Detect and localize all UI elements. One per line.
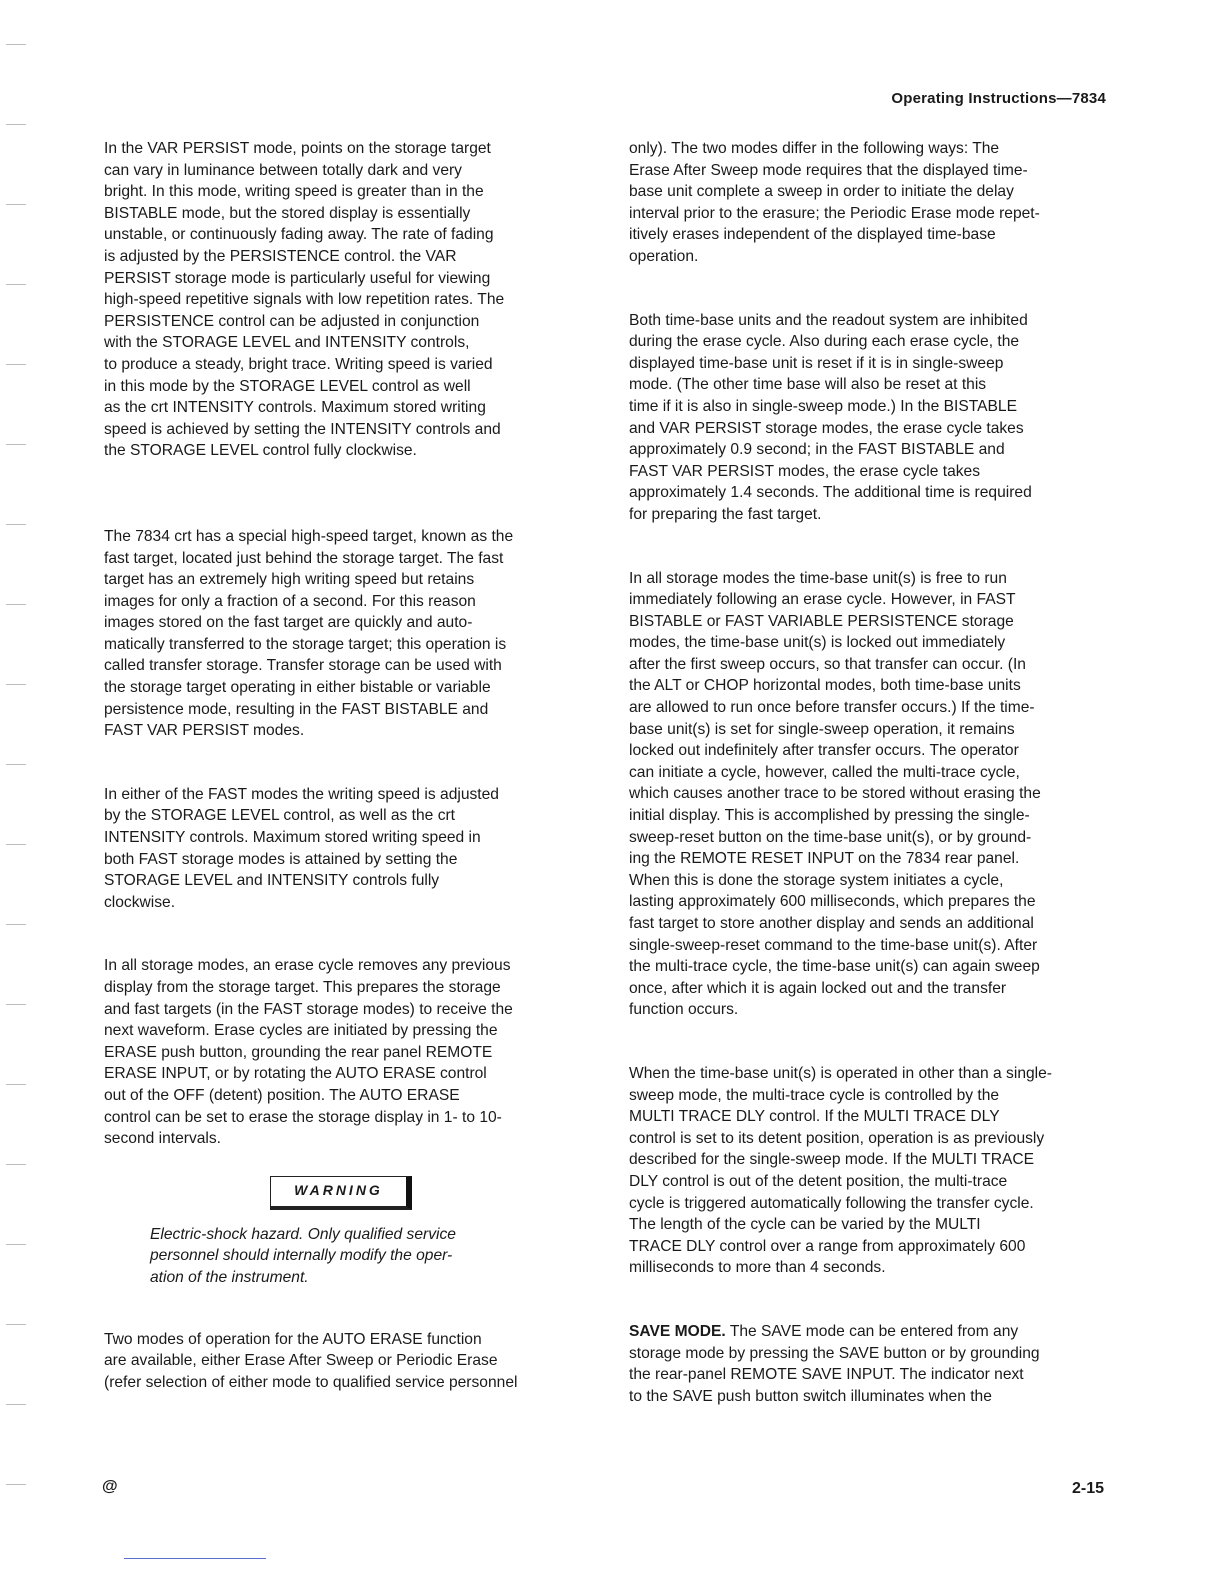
text-line: milliseconds to more than 4 seconds. [629,1259,886,1277]
text-line: second intervals. [104,1130,222,1148]
text-line: itively erases independent of the displayed time-base [629,226,996,244]
text-line: can vary in luminance between totally dark and very [104,161,462,179]
text-line: the ALT or CHOP horizontal modes, both time-base units [629,677,1021,695]
text-line: out of the OFF (detent) position. The AUTO ERASE [104,1086,460,1104]
text-line: to produce a steady, bright trace. Writing speed is varied [104,355,493,373]
text-line: images for only a fraction of a second. For this reason [104,592,476,610]
text-line: control can be set to erase the storage display in 1- to 10- [104,1108,502,1126]
paragraph-inhibited [629,310,1109,526]
text-line: MULTI TRACE DLY control. If the MULTI TRACE DLY [629,1108,1000,1126]
text-line: approximately 1.4 seconds. The additional time is required [629,484,1032,502]
text-line: the storage target operating in either bistable or variable [104,679,491,697]
text-line: (refer selection of either mode to qualified service personnel [104,1373,518,1391]
text-line: base unit(s) is set for single-sweep operation, it remains [629,720,1015,738]
text-line: PERSIST storage mode is particularly useful for viewing [104,269,491,287]
text-line: FAST VAR PERSIST modes, the erase cycle takes [629,462,981,480]
text-line: sweep mode, the multi-trace cycle is controlled by the [629,1086,1000,1104]
warning-text [150,1224,574,1289]
text-line: only). The two modes differ in the following ways: The [629,140,1000,157]
text-line: is adjusted by the PERSISTENCE control. the VAR [104,247,457,265]
text-line: initial display. This is accomplished by pressing the single- [629,807,1030,825]
text-line: personnel should internally modify the oper- [150,1247,453,1265]
text-line: STORAGE LEVEL and INTENSITY controls fully [104,872,440,890]
paragraph-multi-trace [629,568,1109,1021]
text-line: during the erase cycle. Also during each erase cycle, the [629,333,1020,351]
text-line: BISTABLE or FAST VARIABLE PERSISTENCE storage [629,612,1014,630]
text-line: and fast targets (in the FAST storage modes) to receive the [104,1000,513,1018]
text-line: target has an extremely high writing speed but retains [104,571,475,589]
text-line: approximately 0.9 second; in the FAST BISTABLE and [629,441,1005,459]
text-line: fast target, located just behind the storage target. The fast [104,549,504,567]
text-line: displayed time-base unit is reset if it is in single-sweep [629,354,1004,372]
text-line: function occurs. [629,1001,739,1019]
paragraph-var-persist [104,138,574,462]
text-line: for preparing the fast target. [629,505,822,523]
text-line: DLY control is out of the detent position, the multi-trace [629,1172,1008,1190]
paragraph-fast-target [104,526,574,742]
text-line: unstable, or continuously fading away. The rate of fading [104,226,494,244]
text-line: cycle is triggered automatically following the transfer cycle. [629,1194,1034,1212]
text-line: In all storage modes the time-base unit(s) is free to run [629,569,1007,587]
text-line: which causes another trace to be stored without erasing the [629,785,1041,803]
text-line: ERASE INPUT, or by rotating the AUTO ERASE control [104,1065,487,1083]
text-line: fast target to store another display and sends an additional [629,915,1034,932]
text-line: display from the storage target. This prepares the storage [104,979,501,996]
text-line: once, after which it is again locked out and the transfer [629,979,1007,997]
text-line: When the time-base unit(s) is operated in other than a single- [629,1064,1052,1082]
text-line: TRACE DLY control over a range from approximately 600 [629,1237,1026,1255]
text-line: are available, either Erase After Sweep or Periodic Erase [104,1352,498,1370]
text-line: images stored on the fast target are quickly and auto- [104,614,473,632]
warning-label: WARNING [270,1176,412,1210]
text-line: control is set to its detent position, operation is as previously [629,1129,1045,1147]
save-mode-first-line: The SAVE mode can be entered from any [729,1322,1019,1340]
text-line: speed is achieved by setting the INTENSITY controls and [104,420,501,438]
text-line: described for the single-sweep mode. If the MULTI TRACE [629,1151,1035,1169]
text-line: interval prior to the erasure; the Periodic Erase mode repet- [629,204,1040,222]
text-line: Two modes of operation for the AUTO ERASE function [104,1330,482,1348]
text-line: immediately following an erase cycle. However, in FAST [629,591,1016,609]
text-line: locked out indefinitely after transfer occurs. The operator [629,742,1019,760]
text-line: In the VAR PERSIST mode, points on the storage target [104,140,491,157]
text-line: the STORAGE LEVEL control fully clockwise. [104,442,417,460]
text-line: in this mode by the STORAGE LEVEL control as well [104,377,471,395]
paragraph-erase-modes [629,138,1109,268]
text-line: after the first sweep occurs, so that transfer can occur. (In [629,655,1026,673]
text-line: operation. [629,247,699,265]
running-head: Operating Instructions—7834 [891,90,1106,107]
text-line: ation of the instrument. [150,1268,309,1286]
text-line: The length of the cycle can be varied by the MULTI [629,1216,981,1234]
text-line: base unit complete a sweep in order to initiate the delay [629,183,1014,201]
text-line: high-speed repetitive signals with low repetition rates. The [104,291,505,309]
text-line: When this is done the storage system initiates a cycle, [629,871,1004,889]
text-line: mode. (The other time base will also be reset at this [629,376,987,394]
text-line: storage mode by pressing the SAVE button or by grounding [629,1344,1040,1362]
text-line: called transfer storage. Transfer storage can be used with [104,657,502,675]
save-mode-heading: SAVE MODE. [629,1322,726,1340]
left-column [104,138,574,1435]
text-line: lasting approximately 600 milliseconds, which prepares the [629,893,1036,911]
paragraph-multi-trace-dly [629,1063,1109,1279]
text-line [629,1321,1109,1343]
text-line: clockwise. [104,893,176,911]
text-line: BISTABLE mode, but the stored display is essentially [104,204,471,222]
text-line: can initiate a cycle, however, called the multi-trace cycle, [629,763,1020,781]
page-number: 2-15 [1071,1480,1104,1497]
footer-symbol: @ [102,1478,118,1495]
warning-block [104,1176,574,1289]
bottom-rule [124,1558,266,1559]
text-line: to the SAVE push button switch illuminates when the [629,1387,992,1405]
text-line: In either of the FAST modes the writing speed is adjusted [104,785,499,803]
text-line: next waveform. Erase cycles are initiated by pressing the [104,1022,498,1040]
text-line: the rear-panel REMOTE SAVE INPUT. The indicator next [629,1366,1024,1384]
text-line: ERASE push button, grounding the rear panel REMOTE [104,1043,493,1061]
text-line: FAST VAR PERSIST modes. [104,722,305,740]
text-line: Erase After Sweep mode requires that the displayed time- [629,161,1028,179]
text-line: single-sweep-reset command to the time-base unit(s). After [629,936,1038,954]
text-line: INTENSITY controls. Maximum stored writing speed in [104,829,481,847]
text-line: Both time-base units and the readout system are inhibited [629,311,1028,329]
right-column [629,138,1109,1449]
text-line: time if it is also in single-sweep mode.) In the BISTABLE [629,397,1017,415]
text-line: the multi-trace cycle, the time-base unit(s) can again sweep [629,958,1040,976]
text-line: ing the REMOTE RESET INPUT on the 7834 rear panel. [629,850,1020,868]
paragraph-fast-modes [104,784,574,914]
text-line: both FAST storage modes is attained by setting the [104,850,458,868]
text-line: persistence mode, resulting in the FAST BISTABLE and [104,700,489,718]
text-line: with the STORAGE LEVEL and INTENSITY controls, [104,334,470,352]
text-line: matically transferred to the storage target; this operation is [104,635,507,653]
scan-margin-marks [6,40,30,1500]
paragraph-erase-cycle [104,955,574,1149]
text-line: In all storage modes, an erase cycle removes any previous [104,957,511,975]
text-line: are allowed to run once before transfer occurs.) If the time- [629,699,1035,717]
text-line: sweep-reset button on the time-base unit(s), or by ground- [629,828,1032,846]
text-line: PERSISTENCE control can be adjusted in conjunction [104,312,480,330]
text-line: and VAR PERSIST storage modes, the erase cycle takes [629,419,1024,437]
text-line: by the STORAGE LEVEL control, as well as the crt [104,807,456,825]
text-line: Electric-shock hazard. Only qualified service [150,1225,456,1243]
text-line: The 7834 crt has a special high-speed target, known as the [104,527,514,545]
text-line: as the crt INTENSITY controls. Maximum stored writing [104,399,486,417]
paragraph-auto-erase [104,1329,574,1394]
text-line: bright. In this mode, writing speed is greater than in the [104,183,484,201]
text-line: modes, the time-base unit(s) is locked out immediately [629,634,1006,652]
paragraph-save-mode [629,1321,1109,1407]
